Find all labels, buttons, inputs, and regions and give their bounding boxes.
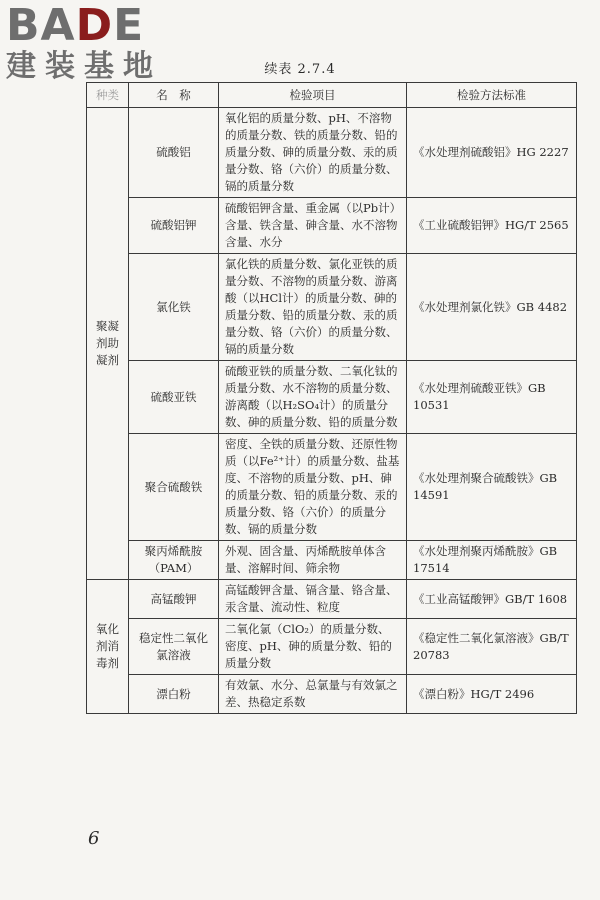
header-kind: 种类 — [87, 83, 129, 108]
kind-cell: 氧化剂消毒剂 — [87, 580, 129, 714]
table-row — [87, 580, 577, 619]
items-cell: 二氧化氯（ClO₂）的质量分数、密度、pH、砷的质量分数、铅的质量分数 — [219, 619, 407, 675]
method-cell: 《工业高锰酸钾》GB/T 1608 — [407, 580, 577, 619]
inspection-table — [86, 82, 577, 714]
items-cell: 硫酸铝钾含量、重金属（以Pb计）含量、铁含量、砷含量、水不溶物含量、水分 — [219, 198, 407, 254]
page-number: 6 — [88, 828, 100, 849]
method-cell: 《漂白粉》HG/T 2496 — [407, 675, 577, 714]
table-row — [87, 198, 577, 254]
name-cell: 硫酸亚铁 — [129, 361, 219, 434]
table-caption: 续表 2.7.4 — [264, 62, 336, 77]
table-row — [87, 541, 577, 580]
logo-wordmark: BADE — [6, 0, 145, 51]
table-header-row — [87, 83, 577, 108]
table-row — [87, 361, 577, 434]
name-cell: 聚丙烯酰胺（PAM） — [129, 541, 219, 580]
table-row — [87, 254, 577, 361]
name-cell: 硫酸铝钾 — [129, 198, 219, 254]
items-cell: 氯化铁的质量分数、氯化亚铁的质量分数、不溶物的质量分数、游离酸（以HCl计）的质量分数、砷的质量分数、铅的质量分数、汞的质量分数、铬（六价）的质量分数、镉的质量分数 — [219, 254, 407, 361]
name-cell: 聚合硫酸铁 — [129, 434, 219, 541]
name-cell: 硫酸铝 — [129, 108, 219, 198]
method-cell: 《水处理剂硫酸亚铁》GB 10531 — [407, 361, 577, 434]
name-cell: 漂白粉 — [129, 675, 219, 714]
table-row — [87, 108, 577, 198]
items-cell: 密度、全铁的质量分数、还原性物质（以Fe²⁺计）的质量分数、盐基度、不溶物的质量分数、pH、砷的质量分数、铅的质量分数、汞的质量分数、铬（六价）的质量分数、镉的质量分数 — [219, 434, 407, 541]
items-cell: 氧化铝的质量分数、pH、不溶物的质量分数、铁的质量分数、铅的质量分数、砷的质量分数、汞的质量分数、铬（六价）的质量分数、镉的质量分数 — [219, 108, 407, 198]
method-cell: 《水处理剂氯化铁》GB 4482 — [407, 254, 577, 361]
kind-cell: 聚凝剂助凝剂 — [87, 108, 129, 580]
table-row — [87, 619, 577, 675]
table-row — [87, 434, 577, 541]
name-cell: 高锰酸钾 — [129, 580, 219, 619]
method-cell: 《工业硫酸铝钾》HG/T 2565 — [407, 198, 577, 254]
items-cell: 高锰酸钾含量、镉含量、铬含量、汞含量、流动性、粒度 — [219, 580, 407, 619]
items-cell: 硫酸亚铁的质量分数、二氧化钛的质量分数、水不溶物的质量分数、游离酸（以H₂SO₄计）的质量分数、砷的质量分数、铅的质量分数 — [219, 361, 407, 434]
name-cell: 氯化铁 — [129, 254, 219, 361]
method-cell: 《水处理剂聚丙烯酰胺》GB 17514 — [407, 541, 577, 580]
name-cell: 稳定性二氧化氯溶液 — [129, 619, 219, 675]
items-cell: 外观、固含量、丙烯酰胺单体含量、溶解时间、筛余物 — [219, 541, 407, 580]
logo-subtitle: 建装基地 — [6, 49, 162, 84]
header-items: 检验项目 — [219, 83, 407, 108]
method-cell: 《水处理剂硫酸铝》HG 2227 — [407, 108, 577, 198]
header-method: 检验方法标准 — [407, 83, 577, 108]
items-cell: 有效氯、水分、总氯量与有效氯之差、热稳定系数 — [219, 675, 407, 714]
header-name: 名 称 — [129, 83, 219, 108]
table-row — [87, 675, 577, 714]
method-cell: 《稳定性二氧化氯溶液》GB/T 20783 — [407, 619, 577, 675]
method-cell: 《水处理剂聚合硫酸铁》GB 14591 — [407, 434, 577, 541]
